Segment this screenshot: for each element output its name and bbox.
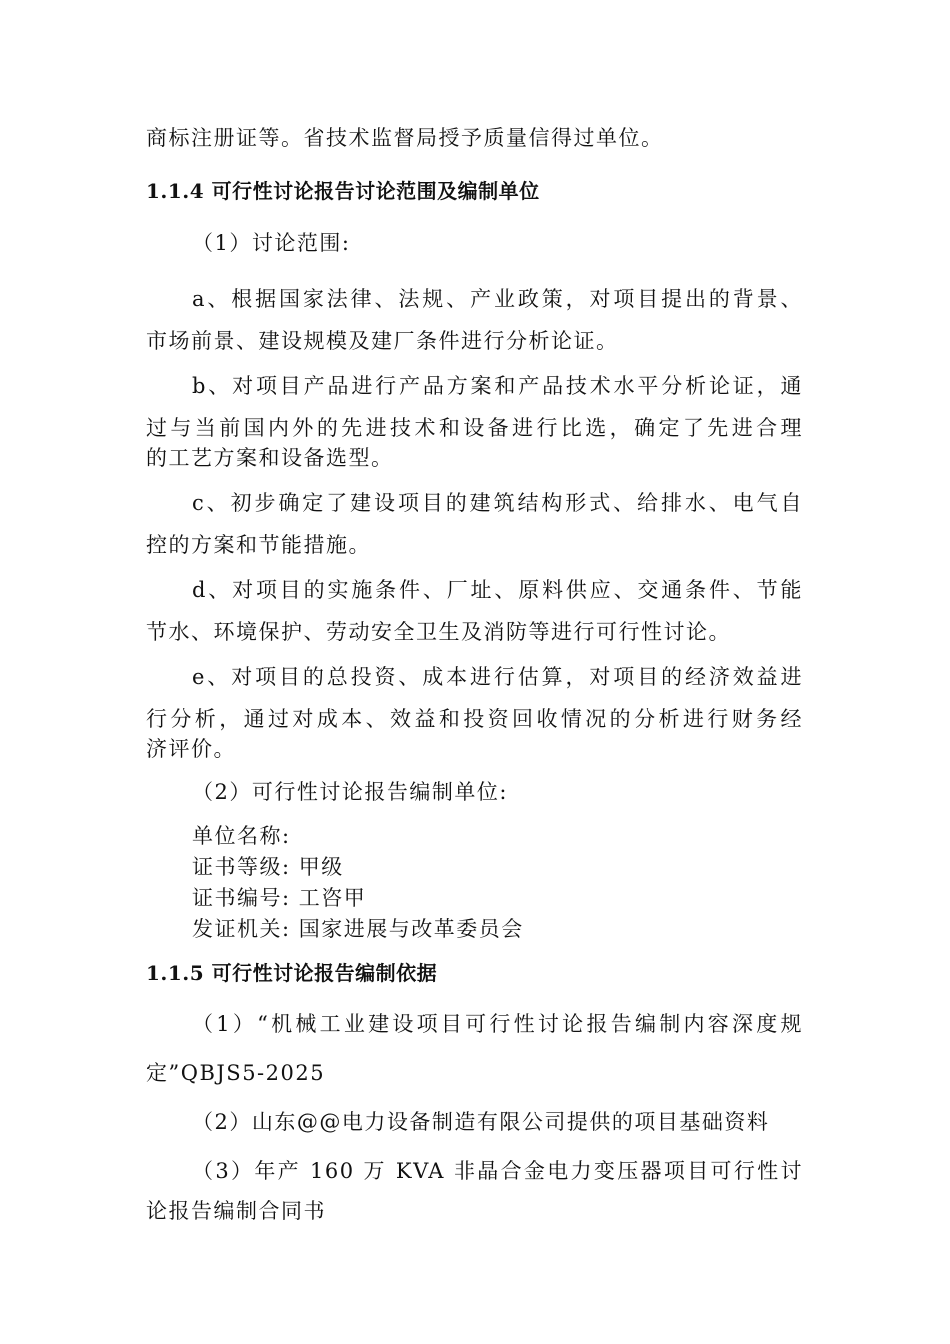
issuing-authority-line: 发证机关: 国家进展与改革委员会: [192, 917, 524, 941]
section-heading-1-1-4: 1.1.4 可行性讨论报告讨论范围及编制单位: [146, 179, 540, 203]
text-line: 的工艺方案和设备选型。: [146, 446, 394, 470]
text-line: 节水、环境保护、劳动安全卫生及消防等进行可行性讨论。: [146, 620, 731, 644]
text-line: d、对项目的实施条件、厂址、原料供应、交通条件、节能: [192, 578, 803, 602]
text-line: b、对项目产品进行产品方案和产品技术水平分析论证，通: [192, 374, 803, 398]
text-line: （3）年产 160 万 KVA 非晶合金电力变压器项目可行性讨: [192, 1159, 803, 1183]
section-heading-1-1-5: 1.1.5 可行性讨论报告编制依据: [146, 961, 438, 985]
text-line: （1）讨论范围:: [192, 231, 351, 255]
text-line: c、初步确定了建设项目的建筑结构形式、给排水、电气自: [192, 491, 803, 515]
text-line: 济评价。: [146, 737, 236, 761]
text-line: 行分析，通过对成本、效益和投资回收情况的分析进行财务经: [146, 707, 803, 731]
unit-name-line: 单位名称:: [192, 824, 291, 848]
text-line: 过与当前国内外的先进技术和设备进行比选，确定了先进合理: [146, 416, 803, 440]
text-line: e、对项目的总投资、成本进行估算，对项目的经济效益进: [192, 665, 803, 689]
certificate-number-line: 证书编号: 工咨甲: [192, 886, 367, 910]
text-line: 市场前景、建设规模及建厂条件进行分析论证。: [146, 329, 619, 353]
text-line: a、根据国家法律、法规、产业政策，对项目提出的背景、: [192, 287, 803, 311]
text-line: 控的方案和节能措施。: [146, 533, 371, 557]
text-line: 商标注册证等。省技术监督局授予质量信得过单位。: [146, 126, 664, 150]
text-line: （2）可行性讨论报告编制单位:: [192, 780, 508, 804]
text-line: 论报告编制合同书: [146, 1199, 326, 1223]
certificate-grade-line: 证书等级: 甲级: [192, 855, 344, 879]
text-line: （2）山东@@电力设备制造有限公司提供的项目基础资料: [192, 1110, 770, 1134]
text-line: （1）“机械工业建设项目可行性讨论报告编制内容深度规: [192, 1012, 803, 1036]
text-line: 定”QBJS5-2025: [146, 1061, 326, 1085]
